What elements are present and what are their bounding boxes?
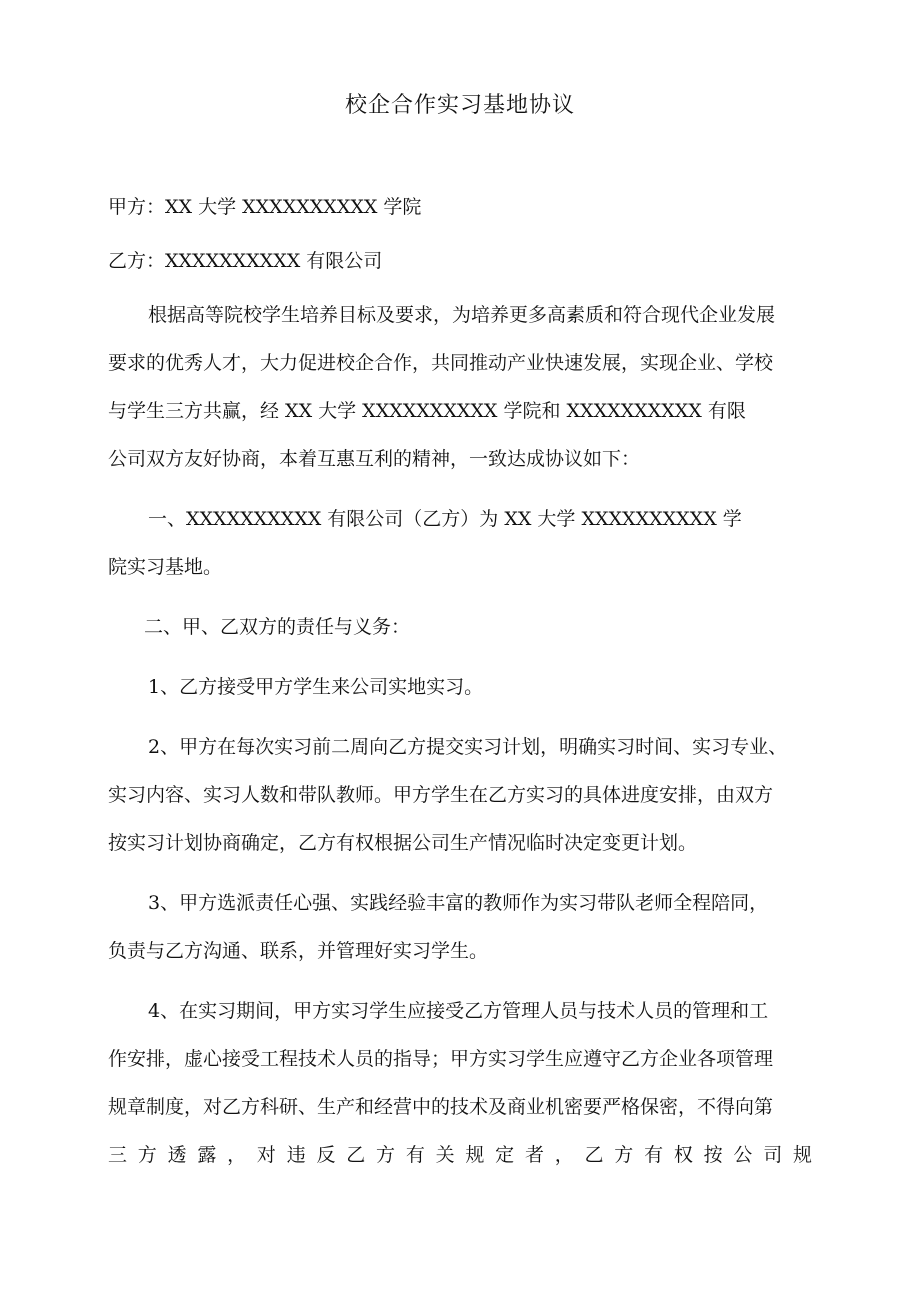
- item-3-paragraph: [108, 879, 812, 975]
- item-line: 规章制度，对乙方科研、生产和经营中的技术及商业机密要严格保密，不得向第: [108, 1096, 774, 1118]
- item-2-paragraph: [108, 723, 812, 867]
- party-b-line: 乙方：XXXXXXXXXX 有限公司: [108, 250, 383, 272]
- preamble-line: 根据高等院校学生培养目标及要求，为培养更多高素质和符合现代企业发展: [148, 304, 776, 326]
- preamble-paragraph: [108, 291, 812, 483]
- item-4-paragraph: [108, 987, 812, 1179]
- item-line: 2、甲方在每次实习前二周向乙方提交实习计划，明确实习时间、实习专业、: [148, 736, 788, 758]
- party-a-line: 甲方：XX 大学 XXXXXXXXXX 学院: [108, 196, 422, 218]
- document-body: [108, 183, 812, 1179]
- clause-line: 院实习基地。: [108, 556, 223, 578]
- document-title: 校企合作实习基地协议: [344, 93, 575, 118]
- clause-2-heading: 二、甲、乙双方的责任与义务：: [144, 616, 411, 638]
- item-line: 三方透露，对违反乙方有关规定者，乙方有权按公司规: [108, 1144, 812, 1166]
- item-line: 3、甲方选派责任心强、实践经验丰富的教师作为实习带队老师全程陪同，: [148, 892, 769, 914]
- item-line: 负责与乙方沟通、联系，并管理好实习学生。: [108, 940, 489, 962]
- item-line: 作安排，虚心接受工程技术人员的指导；甲方实习学生应遵守乙方企业各项管理: [108, 1048, 774, 1070]
- item-line: 实习内容、实习人数和带队教师。甲方学生在乙方实习的具体进度安排，由双方: [108, 784, 774, 806]
- item-line: 4、在实习期间，甲方实习学生应接受乙方管理人员与技术人员的管理和工: [148, 1000, 769, 1022]
- preamble-line: 公司双方友好协商，本着互惠互利的精神，一致达成协议如下：: [108, 448, 641, 470]
- clause-line: 一、XXXXXXXXXX 有限公司（乙方）为 XX 大学 XXXXXXXXXX 学: [148, 508, 742, 530]
- preamble-line: 与学生三方共赢，经 XX 大学 XXXXXXXXXX 学院和 XXXXXXXXXX 有限: [108, 400, 746, 422]
- preamble-line: 要求的优秀人才，大力促进校企合作，共同推动产业快速发展，实现企业、学校: [108, 352, 774, 374]
- clause-1-paragraph: [108, 495, 812, 591]
- item-line: 按实习计划协商确定，乙方有权根据公司生产情况临时决定变更计划。: [108, 832, 698, 854]
- item-1-line: 1、乙方接受甲方学生来公司实地实习。: [148, 676, 484, 698]
